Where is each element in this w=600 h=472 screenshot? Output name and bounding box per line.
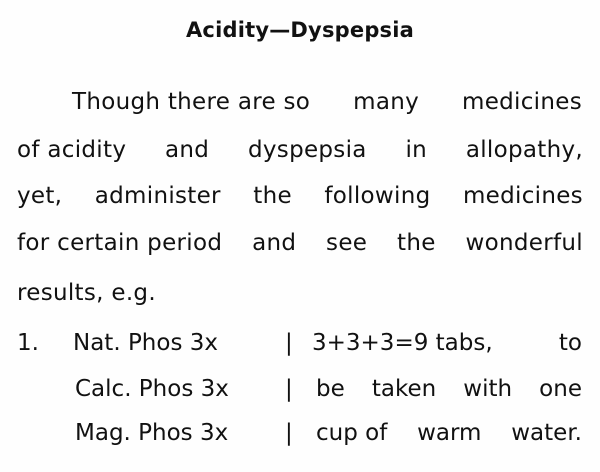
paragraph-word: wonderful [465,230,583,256]
paragraph-word: administer [94,183,221,209]
document-title: Acidity—Dyspepsia [185,18,415,42]
paragraph-word: the [397,230,436,256]
direction-word: to [558,330,582,356]
direction-word: be [316,376,345,402]
paragraph-line-2 [17,136,583,164]
dosage-direction-line-1 [312,329,582,357]
paragraph-word: yet, [17,183,63,209]
paragraph-word: the [253,183,292,209]
paragraph-line-3 [17,182,583,210]
dosage-direction-line-3 [316,419,582,447]
direction-word: with [463,376,513,402]
paragraph-line-1 [72,88,582,116]
medicine-name: Mag. Phos 3x [75,420,229,446]
paragraph-word: Though there are so [72,89,311,115]
direction-word: taken [371,376,437,402]
direction-word: cup of [316,420,388,446]
column-separator: | [285,420,293,446]
paragraph-word: of acidity [17,137,127,163]
direction-word: 3+3+3=9 tabs, [312,330,493,356]
medicine-name: Calc. Phos 3x [75,376,229,402]
prescription-number: 1. [17,330,39,356]
paragraph-word: following [324,183,431,209]
dosage-direction-line-2 [316,375,582,403]
direction-word: water. [511,420,582,446]
direction-word: warm [417,420,482,446]
column-separator: | [285,330,293,356]
paragraph-word: and [165,137,210,163]
column-separator: | [285,376,293,402]
paragraph-word: see [326,230,368,256]
direction-word: one [539,376,582,402]
paragraph-word: many [353,89,420,115]
paragraph-line-5: results, e.g. [17,280,156,306]
paragraph-word: allopathy, [465,137,583,163]
paragraph-word: medicines [461,89,582,115]
paragraph-line-4 [17,229,583,257]
paragraph-word: dyspepsia [247,137,367,163]
medicine-name: Nat. Phos 3x [73,330,218,356]
paragraph-word: for certain period [17,230,223,256]
paragraph-word: in [405,137,428,163]
paragraph-word: medicines [462,183,583,209]
paragraph-word: and [252,230,297,256]
